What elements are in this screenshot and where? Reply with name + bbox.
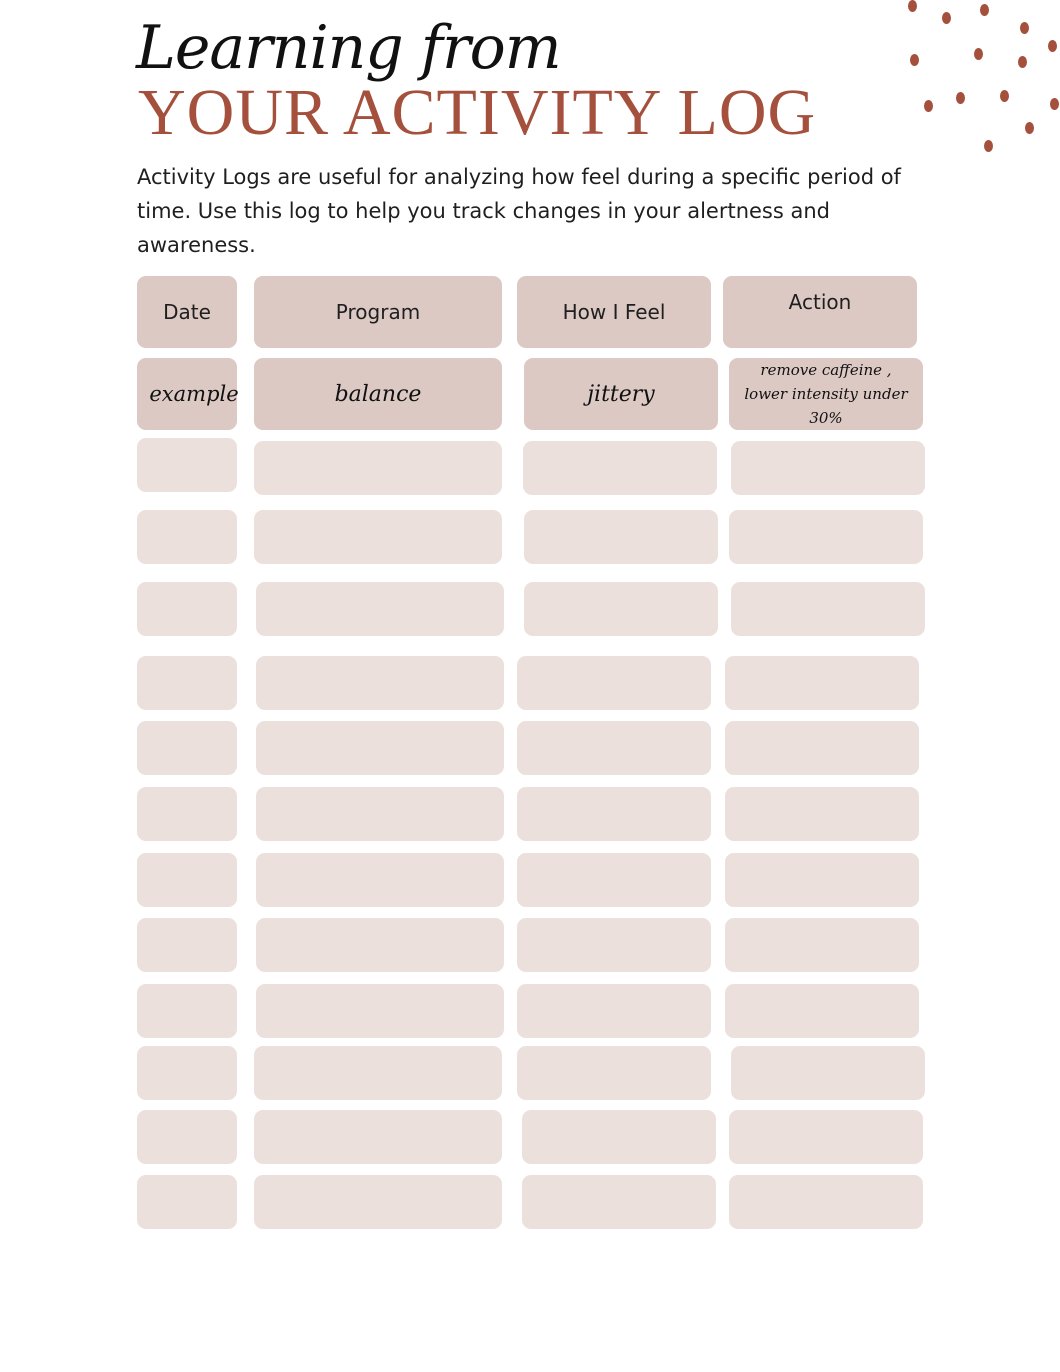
decorative-dot xyxy=(1020,22,1029,34)
decorative-dot xyxy=(984,140,993,152)
decorative-dot xyxy=(974,48,983,60)
decorative-dot xyxy=(1000,90,1009,102)
blank-cell[interactable] xyxy=(725,721,919,775)
blank-cell[interactable] xyxy=(256,582,504,636)
intro-text: Activity Logs are useful for analyzing how feel during a specific period of time. Use this log to help you track changes in your alertness and awareness. xyxy=(137,165,901,257)
example-cell-action: remove caffeine , lower intensity under 30% xyxy=(729,358,923,430)
blank-cell[interactable] xyxy=(517,721,711,775)
decorative-dot xyxy=(956,92,965,104)
blank-cell[interactable] xyxy=(517,984,711,1038)
blank-cell[interactable] xyxy=(729,1110,923,1164)
decorative-dot xyxy=(1050,98,1059,110)
blank-cell[interactable] xyxy=(254,1110,502,1164)
blank-cell[interactable] xyxy=(725,853,919,907)
blank-cell[interactable] xyxy=(729,510,923,564)
column-header-how-i-feel: How I Feel xyxy=(517,276,711,348)
blank-cell[interactable] xyxy=(137,853,237,907)
blank-cell[interactable] xyxy=(137,1175,237,1229)
blank-cell[interactable] xyxy=(517,787,711,841)
blank-cell[interactable] xyxy=(137,787,237,841)
blank-cell[interactable] xyxy=(137,656,237,710)
blank-cell[interactable] xyxy=(522,1175,716,1229)
blank-cell[interactable] xyxy=(524,510,718,564)
column-header-action: Action xyxy=(723,276,917,348)
blank-cell[interactable] xyxy=(137,1046,237,1100)
decorative-dot xyxy=(1048,40,1057,52)
blank-cell[interactable] xyxy=(517,918,711,972)
blank-cell[interactable] xyxy=(517,853,711,907)
blank-cell[interactable] xyxy=(137,1110,237,1164)
page-title: YOUR ACTIVITY LOG xyxy=(138,76,817,149)
blank-cell[interactable] xyxy=(522,1110,716,1164)
decorative-dot xyxy=(924,100,933,112)
column-header-date: Date xyxy=(137,276,237,348)
blank-cell[interactable] xyxy=(256,918,504,972)
blank-cell[interactable] xyxy=(137,438,237,492)
example-cell-program: balance xyxy=(254,358,502,430)
blank-cell[interactable] xyxy=(254,1046,502,1100)
blank-cell[interactable] xyxy=(731,441,925,495)
decorative-dot xyxy=(1025,122,1034,134)
example-cell-how-i-feel: jittery xyxy=(524,358,718,430)
script-title: Learning from xyxy=(136,13,561,83)
blank-cell[interactable] xyxy=(137,510,237,564)
decorative-dot xyxy=(910,54,919,66)
blank-cell[interactable] xyxy=(137,582,237,636)
blank-cell[interactable] xyxy=(517,1046,711,1100)
blank-cell[interactable] xyxy=(137,984,237,1038)
blank-cell[interactable] xyxy=(725,787,919,841)
blank-cell[interactable] xyxy=(725,984,919,1038)
blank-cell[interactable] xyxy=(137,721,237,775)
decorative-dot xyxy=(1018,56,1027,68)
blank-cell[interactable] xyxy=(256,787,504,841)
decorative-dot xyxy=(908,0,917,12)
blank-cell[interactable] xyxy=(725,656,919,710)
blank-cell[interactable] xyxy=(517,656,711,710)
column-header-program: Program xyxy=(254,276,502,348)
blank-cell[interactable] xyxy=(137,918,237,972)
blank-cell[interactable] xyxy=(729,1175,923,1229)
blank-cell[interactable] xyxy=(254,441,502,495)
blank-cell[interactable] xyxy=(523,441,717,495)
blank-cell[interactable] xyxy=(524,582,718,636)
blank-cell[interactable] xyxy=(731,1046,925,1100)
blank-cell[interactable] xyxy=(256,721,504,775)
blank-cell[interactable] xyxy=(725,918,919,972)
blank-cell[interactable] xyxy=(254,1175,502,1229)
example-cell-date: example xyxy=(137,358,237,430)
blank-cell[interactable] xyxy=(256,853,504,907)
blank-cell[interactable] xyxy=(256,984,504,1038)
blank-cell[interactable] xyxy=(256,656,504,710)
blank-cell[interactable] xyxy=(731,582,925,636)
decorative-dot xyxy=(980,4,989,16)
blank-cell[interactable] xyxy=(254,510,502,564)
decorative-dot xyxy=(942,12,951,24)
